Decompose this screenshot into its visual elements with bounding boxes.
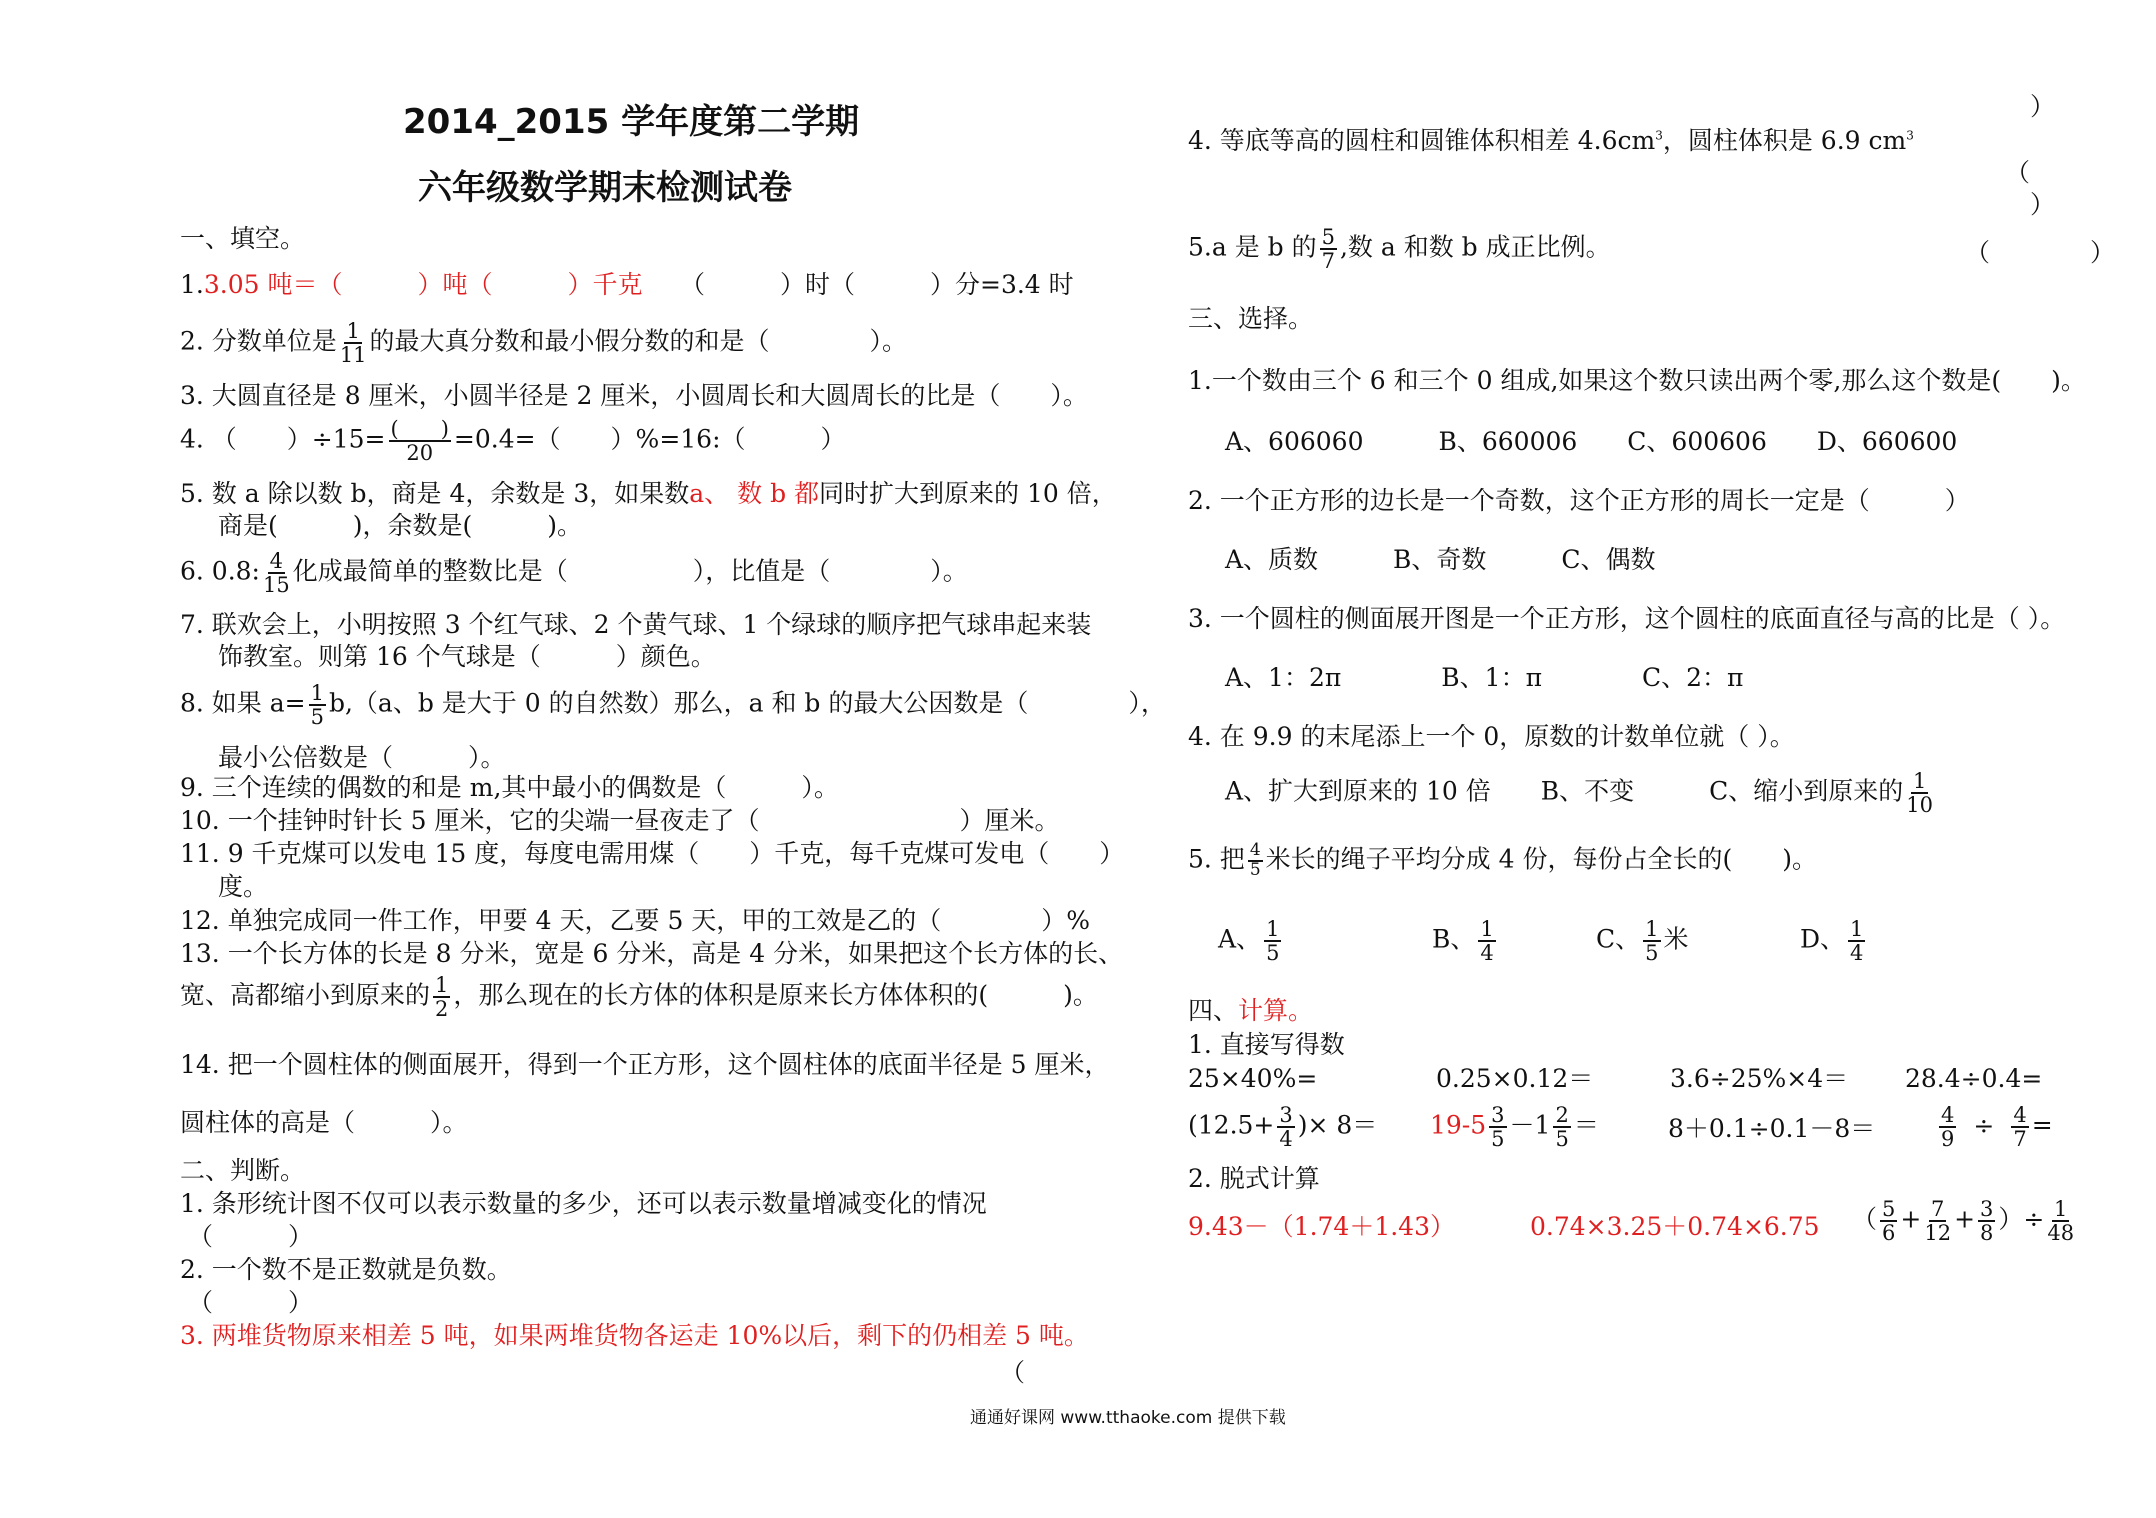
page-title-line2: 六年级数学期末检测试卷 (418, 168, 792, 208)
q-text: 5.a 是 b 的 (1188, 232, 1317, 262)
expr-text-red: 19-5 (1430, 1110, 1487, 1140)
page-title-line1: 2014_2015 学年度第二学期 (403, 102, 860, 142)
fraction: $\frac{4}{5}$ (1249, 840, 1261, 880)
superscript: 3 (1906, 128, 1914, 143)
heading-text-red: 计算。 (1238, 996, 1314, 1025)
expr-text: －1 (1509, 1110, 1551, 1140)
calc-e1: 9.43－（1.74＋1.43） (1188, 1212, 1455, 1241)
judge-5-blank: （ ） (1965, 238, 2116, 267)
fraction: $\frac{7}{12}$ (1924, 1197, 1952, 1246)
choice-2: 2. 一个正方形的边长是一个奇数，这个正方形的周长一定是（ ） (1188, 486, 1970, 515)
fraction: $\frac{5}{7}$ (1321, 225, 1335, 274)
plus-sign: + (1954, 1204, 1976, 1234)
question-1-11-line2: 度。 (218, 872, 269, 901)
q-text: 的最大真分数和最小假分数的和是（ ）。 (369, 326, 908, 356)
choice-4-options (1225, 770, 1936, 816)
q-text: 同时扩大到原来的 10 倍， (819, 479, 1117, 508)
equals-sign: = (2031, 1110, 2053, 1140)
q-text: 米长的绳子平均分成 4 份，每份占全长的( )。 (1265, 844, 1817, 874)
fraction: $\frac{1}{5}$ (310, 681, 324, 730)
judge-1-blank: （ ） (188, 1222, 314, 1251)
calc-r2-4 (1936, 1104, 2053, 1150)
q-text: 8. 如果 a= (180, 688, 306, 718)
option-label: B、 (1432, 924, 1476, 954)
section-3-heading: 三、选择。 (1188, 304, 1314, 333)
fraction: $\frac{5}{6}$ (1882, 1197, 1896, 1246)
choice-2-options: A、质数 B、奇数 C、偶数 (1225, 545, 1656, 574)
q-text-red: a、 数 b 都 (689, 479, 820, 508)
question-1-2 (180, 320, 907, 366)
question-1-5 (180, 479, 1117, 509)
expr-text: ＝ (1573, 1110, 1599, 1140)
section-4-heading (1188, 996, 1313, 1026)
question-1-11: 11. 9 千克煤可以发电 15 度，每度电需用煤（ ）千克，每千克煤可发电（ ） (180, 839, 1125, 868)
fraction: $\frac{1}{2}$ (435, 973, 449, 1022)
expr-text: （ (1852, 1204, 1878, 1234)
question-1-8 (180, 682, 1166, 728)
choice-1: 1.一个数由三个 6 和三个 0 组成,如果这个数只读出两个零,那么这个数是( )。 (1188, 366, 2086, 395)
q-text: ，那么现在的长方体的体积是原来长方体体积的( )。 (453, 980, 1098, 1010)
q-text: 5. 把 (1188, 844, 1245, 874)
section-2-heading: 二、判断。 (180, 1156, 306, 1185)
judge-3: 3. 两堆货物原来相差 5 吨，如果两堆货物各运走 10%以后，剩下的仍相差 5 吨。 (180, 1321, 1089, 1350)
calc-part-1: 1. 直接写得数 (1188, 1030, 1345, 1059)
question-1-13: 13. 一个长方体的长是 8 分米，宽是 6 分米，高是 4 分米，如果把这个长方体的长、 (180, 939, 1124, 968)
fraction: $\frac{1}{5}$ (1645, 917, 1659, 966)
question-1-6 (180, 550, 968, 596)
question-1-14: 14. 把一个圆柱体的侧面展开，得到一个正方形，这个圆柱体的底面半径是 5 厘米， (180, 1050, 1110, 1079)
judge-5 (1188, 226, 1611, 272)
fraction: $\frac{1}{48}$ (2047, 1197, 2075, 1246)
q-text: 4. 等底等高的圆柱和圆锥体积相差 4.6cm (1188, 126, 1656, 155)
q-text: 宽、高都缩小到原来的 (180, 980, 431, 1010)
judge-1: 1. 条形统计图不仅可以表示数量的多少，还可以表示数量增减变化的情况 (180, 1189, 987, 1218)
option-label: C、 (1596, 924, 1641, 954)
expr-text: ）÷ (1998, 1204, 2045, 1234)
q-text: 5. 数 a 除以数 b，商是 4，余数是 3，如果数 (180, 479, 690, 508)
question-1-5-line2: 商是( )，余数是( )。 (218, 511, 583, 540)
judge-3-paren-close: ） (2030, 92, 2056, 121)
calc-e2: 0.74×3.25＋0.74×6.75 (1530, 1212, 1820, 1241)
q-text: ，圆柱体积是 6.9 cm (1662, 126, 1907, 155)
fraction: $\frac{4}{7}$ (2013, 1103, 2027, 1152)
question-1-7: 7. 联欢会上，小明按照 3 个红气球、2 个黄气球、1 个绿球的顺序把气球串起来装 (180, 610, 1092, 639)
fraction: $\frac{3}{5}$ (1491, 1103, 1505, 1152)
q-text-red: 3.05 吨＝（ ）吨（ ）千克 (203, 270, 643, 299)
expr-text: (12.5+ (1188, 1110, 1275, 1140)
calc-r1-1: 25×40%= (1188, 1064, 1318, 1093)
expr-text: )× 8＝ (1297, 1110, 1378, 1140)
question-1-4 (180, 418, 846, 464)
calc-part-2: 2. 脱式计算 (1188, 1164, 1320, 1193)
fraction: $\frac{( )}{20}$ (390, 417, 449, 466)
calc-r1-2: 0.25×0.12＝ (1436, 1064, 1594, 1093)
question-1-13-line2 (180, 974, 1098, 1020)
question-1-14-line2: 圆柱体的高是（ ）。 (180, 1108, 468, 1137)
judge-2-blank: （ ） (188, 1288, 314, 1317)
q-text: =0.4=（ ）%=16:（ ） (453, 424, 846, 454)
option-label: D、 (1800, 924, 1846, 954)
fraction: $\frac{1}{11}$ (339, 319, 367, 368)
fraction: $\frac{4}{9}$ (1941, 1103, 1955, 1152)
choice-5-option-c (1596, 918, 1689, 964)
choice-5-option-a (1218, 918, 1284, 964)
q-text: A、扩大到原来的 10 倍 B、不变 C、缩小到原来的 (1225, 776, 1904, 806)
calc-e3 (1852, 1198, 2077, 1244)
divide-sign: ÷ (1973, 1110, 1995, 1140)
plus-sign: + (1900, 1204, 1922, 1234)
fraction: $\frac{1}{4}$ (1480, 917, 1494, 966)
calc-r2-2 (1430, 1104, 1599, 1150)
q-text: 化成最简单的整数比是（ ），比值是（ ）。 (292, 556, 968, 586)
fraction: $\frac{1}{5}$ (1266, 917, 1280, 966)
fraction: $\frac{1}{10}$ (1906, 769, 1933, 818)
question-1-1 (180, 270, 642, 300)
q-number: 1. (180, 270, 204, 299)
q-text: 6. 0.8: (180, 556, 260, 586)
question-1-8-line2: 最小公倍数是（ ）。 (218, 743, 506, 772)
question-1-10: 10. 一个挂钟时针长 5 厘米，它的尖端一昼夜走了（ ）厘米。 (180, 806, 1060, 835)
judge-4-paren-open: （ (2005, 158, 2031, 187)
calc-r1-4: 28.4÷0.4= (1905, 1064, 2043, 1093)
fraction: $\frac{1}{4}$ (1850, 917, 1864, 966)
question-1-3: 3. 大圆直径是 8 厘米，小圆半径是 2 厘米，小圆周长和大圆周长的比是（ ）。 (180, 381, 1088, 410)
question-1-7-line2: 饰教室。则第 16 个气球是（ ）颜色。 (218, 642, 716, 671)
q-text: 2. 分数单位是 (180, 326, 337, 356)
question-1-9: 9. 三个连续的偶数的和是 m,其中最小的偶数是（ ）。 (180, 773, 839, 802)
unit: 米 (1663, 924, 1689, 954)
heading-number: 四、 (1188, 996, 1239, 1025)
calc-r2-1 (1188, 1104, 1377, 1150)
judge-2: 2. 一个数不是正数就是负数。 (180, 1255, 512, 1284)
judge-3-paren: （ (1000, 1358, 1026, 1387)
option-label: A、 (1218, 924, 1262, 954)
choice-3: 3. 一个圆柱的侧面展开图是一个正方形，这个圆柱的底面直径与高的比是（ ）。 (1188, 604, 2066, 633)
choice-1-options: A、606060 B、660006 C、600606 D、660600 (1225, 427, 1958, 456)
superscript: 3 (1655, 128, 1663, 143)
fraction: $\frac{3}{4}$ (1279, 1103, 1293, 1152)
choice-5-option-d (1800, 918, 1868, 964)
choice-5-option-b (1432, 918, 1499, 964)
choice-5 (1188, 842, 1817, 880)
question-1-1-part2: （ ）时（ ）分=3.4 时 (680, 270, 1074, 299)
choice-3-options: A、1：2π B、1：π C、2：π (1225, 663, 1744, 692)
fraction: $\frac{4}{15}$ (262, 549, 290, 598)
q-text: ,数 a 和数 b 成正比例。 (1339, 232, 1611, 262)
judge-4 (1188, 126, 1914, 156)
question-1-12: 12. 单独完成同一件工作，甲要 4 天，乙要 5 天，甲的工效是乙的（ ）% (180, 906, 1091, 935)
judge-4-paren-close: ） (2030, 190, 2056, 219)
fraction: $\frac{2}{5}$ (1555, 1103, 1569, 1152)
calc-r1-3: 3.6÷25%×4＝ (1670, 1064, 1849, 1093)
choice-4: 4. 在 9.9 的末尾添上一个 0，原数的计数单位就（ ）。 (1188, 722, 1795, 751)
section-1-heading: 一、填空。 (180, 224, 306, 253)
q-text: b,（a、b 是大于 0 的自然数）那么，a 和 b 的最大公因数是（ ）， (328, 688, 1166, 718)
fraction: $\frac{3}{8}$ (1980, 1197, 1994, 1246)
page-footer: 通通好课网 www.tthaoke.com 提供下载 (970, 1408, 1286, 1428)
calc-r2-3: 8＋0.1÷0.1－8＝ (1668, 1114, 1876, 1143)
q-text: 4. （ ）÷15= (180, 424, 386, 454)
